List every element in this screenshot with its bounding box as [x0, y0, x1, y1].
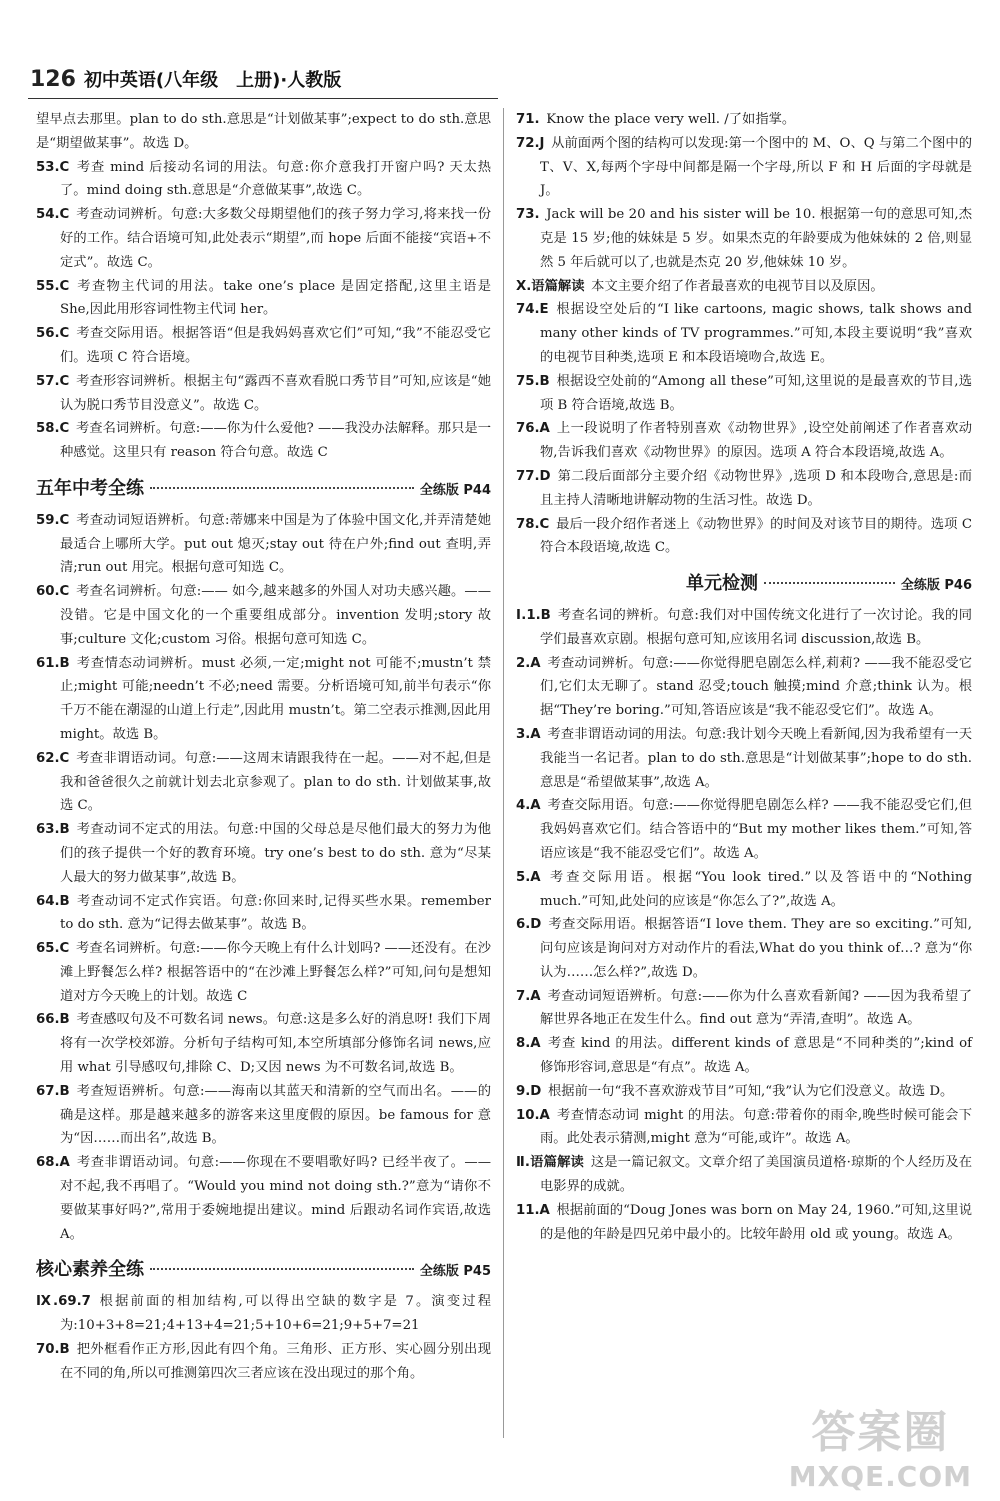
answer-number: 76.A	[516, 421, 550, 437]
answer-item	[516, 203, 972, 274]
answer-item	[36, 203, 491, 274]
page-header	[30, 62, 341, 96]
answer-text: 考查非谓语动词。句意:——这周末请跟我待在一起。——对不起,但是我和爸爸很久之前就计划去北京参观了。plan to do sth. 计划做某事,故选 C。	[60, 750, 491, 814]
answer-item	[36, 937, 491, 1008]
answer-number: 10.A	[516, 1107, 550, 1123]
answer-item	[36, 1151, 491, 1246]
answer-item	[516, 1080, 972, 1104]
answer-text: 考查感叹句及不可数名词 news。句意:这是多么好的消息呀! 我们下周将有一次学校郊游。分析句子结构可知,本空所填部分修饰名词 news,应用 what 引导感叹句,排除 C、D;又因 news 为不可数名词,故选 B。	[60, 1012, 491, 1076]
answer-text: 考查名词辨析。句意:——你为什么爱他? ——我没办法解释。那只是一种感觉。这里只有 reason 符合句意。故选 C	[60, 421, 491, 461]
answer-number: 63.B	[36, 822, 70, 838]
answer-item	[516, 1032, 972, 1080]
answer-text: 考查动词短语辨析。句意:——你为什么喜欢看新闻? ——因为我希望了解世界各地正在发生什么。find out 意为“弄清,查明”。故选 A。	[540, 988, 972, 1028]
section-ref: 全练版 P44	[419, 482, 491, 498]
answer-item	[516, 1151, 972, 1199]
answer-item	[36, 652, 491, 747]
watermark-logo	[789, 1396, 972, 1493]
answer-number: 64.B	[36, 893, 70, 909]
answer-number: 70.B	[36, 1341, 70, 1357]
answer-text: 考查动词不定式作宾语。句意:你回来时,记得买些水果。remember to do sth. 意为“记得去做某事”。故选 B。	[60, 893, 491, 933]
answer-text: 考查名词辨析。句意:——你今天晚上有什么计划吗? ——还没有。在沙滩上野餐怎么样? 根据答语中的“在沙滩上野餐怎么样?”可知,问句是想知道对方今天晚上的计划。故选 C	[60, 941, 491, 1004]
answer-number: 56.C	[36, 326, 70, 342]
answer-text: 考查 mind 后接动名词的用法。句意:你介意我打开窗户吗? 天太热了。mind doing sth.意思是“介意做某事”,故选 C。	[60, 159, 491, 199]
answer-number: 73.	[516, 207, 540, 223]
page-number: 126	[30, 66, 76, 92]
right-items-b	[516, 604, 972, 1247]
answer-number: 72.J	[516, 135, 545, 151]
answer-number: 77.D	[516, 468, 551, 484]
answer-number: 58.C	[36, 421, 70, 437]
answer-number: 62.C	[36, 750, 70, 766]
left-column	[36, 108, 491, 1385]
answer-text: 考查名词的辨析。句意:我们对中国传统文化进行了一次讨论。我的同学们最喜欢京剧。根据句意可知,应该用名词 discussion,故选 B。	[540, 607, 972, 647]
section-title: 核心素养全练	[36, 1259, 144, 1281]
answer-item	[36, 275, 491, 323]
right-column	[516, 108, 972, 1246]
answer-item	[516, 604, 972, 652]
left-items-c	[36, 1290, 491, 1385]
answer-text: 这是一篇记叙文。文章介绍了美国演员道格·琼斯的个人经历及在电影界的成就。	[540, 1155, 972, 1195]
answer-text: 考查非谓语动词。句意:——你现在不要唱歌好吗? 已经半夜了。——对不起,我不再唱了。“Would you mind not doing sth.?”意为“请你不要做某事好吗?”,常用于委婉地提出建议。mind 后跟动名词作宾语,故选 A。	[60, 1155, 491, 1242]
answer-continuation: 望早点去那里。plan to do sth.意思是“计划做某事”;expect to do sth.意思是“期望做某事”。故选 D。	[36, 112, 491, 151]
answer-number: 9.D	[516, 1083, 542, 1099]
answer-item	[516, 1199, 972, 1247]
answer-item	[516, 985, 972, 1033]
answer-text: 本文主要介绍了作者最喜欢的电视节目以及原因。	[591, 278, 884, 294]
answer-text: 考查交际用语。根据“You look tired.”以及答语中的“Nothing much.”可知,此处问的应该是“你怎么了?”,故选 A。	[540, 869, 972, 909]
leader-dots	[764, 582, 895, 584]
answer-number: 54.C	[36, 207, 70, 223]
answer-text: 考查形容词辨析。根据主句“露西不喜欢看脱口秀节目”可知,应该是“她认为脱口秀节目没意义”。故选 C。	[60, 373, 491, 413]
answer-item	[516, 723, 972, 794]
watermark-url: MXQE.COM	[788, 1460, 972, 1493]
answer-number: 61.B	[36, 655, 70, 671]
answer-number: Ⅱ.语篇解读	[516, 1155, 584, 1171]
answer-text: 考查物主代词的用法。take one’s place 是固定搭配,这里主语是 She,因此用形容词性物主代词 her。	[60, 278, 491, 318]
answer-text: 考查名词辨析。句意:—— 如今,越来越多的外国人对功夫感兴趣。—— 没错。它是中国文化的一个重要组成部分。invention 发明;story 故事;culture 文化;custom 习俗。根据句意可知选 C。	[60, 584, 491, 647]
answer-item	[516, 132, 972, 203]
answer-item	[516, 370, 972, 418]
answer-text: 第二段后面部分主要介绍《动物世界》,选项 D 和本段吻合,意思是:而且主持人清晰地讲解动物的生活习性。故选 D。	[540, 468, 972, 508]
section-title: 五年中考全练	[36, 477, 144, 499]
answer-item	[516, 1104, 972, 1152]
answer-number: 67.B	[36, 1083, 70, 1099]
answer-text: 根据前一句“我不喜欢游戏节目”可知,“我”认为它们没意义。故选 D。	[548, 1083, 954, 1099]
answer-number: 7.A	[516, 988, 541, 1004]
answer-text: 考查交际用语。句意:——你觉得肥皂剧怎么样? ——我不能忍受它们,但我妈妈喜欢它们。结合答语中的“But my mother likes them.”可知,答语应该是“我不能忍受它们”。故选 A。	[540, 798, 972, 861]
answer-number: 5.A	[516, 869, 541, 885]
section-heading-five-year	[36, 477, 491, 503]
answer-item	[36, 322, 491, 370]
answer-item	[36, 509, 491, 580]
section-heading-core	[36, 1258, 491, 1284]
answer-item	[36, 417, 491, 465]
section-ref: 全练版 P46	[900, 578, 972, 594]
answer-number: 75.B	[516, 373, 550, 389]
answer-number: 71.	[516, 112, 540, 127]
answer-number: Ⅸ.69.7	[36, 1294, 91, 1310]
answer-item	[516, 913, 972, 984]
answer-item	[516, 866, 972, 914]
answer-number: 8.A	[516, 1036, 541, 1052]
answer-number: 53.C	[36, 159, 70, 175]
section-title: 单元检测	[686, 573, 758, 595]
answer-number: 68.A	[36, 1155, 70, 1171]
answer-item	[516, 275, 972, 299]
answer-text: 考查短语辨析。句意:——海南以其蓝天和清新的空气而出名。——的确是这样。那是越来越多的游客来这里度假的原因。be famous for 意为“因……而出名”,故选 B。	[60, 1083, 491, 1147]
answer-number: 4.A	[516, 798, 541, 814]
watermark-text: 答案圈	[811, 1407, 950, 1458]
answer-text: 考查 kind 的用法。different kinds of 意思是“不同种类的”;kind of 修饰形容词,意思是“有点”。故选 A。	[540, 1036, 972, 1076]
answer-text: 考查非谓语动词的用法。句意:我计划今天晚上看新闻,因为我希望有一天我能当一名记者。plan to do sth.意思是“计划做某事”;hope to do sth.意思是“希望做某事”,故选 A。	[540, 726, 972, 790]
answer-item	[516, 465, 972, 513]
answer-number: 60.C	[36, 584, 70, 600]
answer-text: Know the place very well. /了如指掌。	[546, 112, 796, 127]
answer-text: 考查情态动词辨析。must 必须,一定;might not 可能不;mustn’t 禁止;might 可能;needn’t 不必;need 需要。分析语境可知,前半句表示“你千万不能在潮湿的山道上行走”,因此用 mustn’t。第二空表示推测,因此用 might。故选 B。	[60, 655, 491, 742]
answer-number: 66.B	[36, 1012, 70, 1028]
answer-item	[516, 417, 972, 465]
answer-item	[36, 1008, 491, 1079]
answer-text: 考查情态动词 might 的用法。句意:带着你的雨伞,晚些时候可能会下雨。此处表示猜测,might 意为“可能,或许”。故选 A。	[540, 1107, 972, 1147]
answer-text: 考查交际用语。根据答语“I love them. They are so exciting.”可知,问句应该是询问对方对动作片的看法,What do you think of…? 意为“你认为……怎么样?”,故选 D。	[540, 917, 972, 980]
answer-item	[36, 580, 491, 651]
answer-text: 根据前面的“Doug Jones was born on May 24, 1960.”可知,这里说的是他的年龄是四兄弟中最小的。比较年龄用 old 或 young。故选 A。	[540, 1202, 972, 1242]
answer-number: 3.A	[516, 726, 541, 742]
answer-item	[516, 652, 972, 723]
answer-text: 根据前面的相加结构,可以得出空缺的数字是 7。演变过程为:10+3+8=21;4+13+4=21;5+10+6=21;9+5+7=21	[60, 1294, 491, 1334]
section-ref: 全练版 P45	[419, 1264, 491, 1280]
answer-item	[36, 1338, 491, 1386]
answer-item	[36, 747, 491, 818]
answer-item	[516, 513, 972, 561]
answer-number: 74.E	[516, 302, 549, 318]
left-items-a	[36, 156, 491, 465]
answer-number: 2.A	[516, 655, 541, 671]
left-items-b	[36, 509, 491, 1247]
column-divider	[503, 108, 504, 1438]
answer-number: 6.D	[516, 917, 542, 933]
answer-text: 根据设空处前的“Among all these”可知,这里说的是最喜欢的节目,选项 B 符合语境,故选 B。	[540, 373, 972, 413]
answer-number: 65.C	[36, 941, 70, 957]
leader-dots	[150, 487, 414, 489]
answer-item	[36, 1290, 491, 1338]
answer-text: 上一段说明了作者特别喜欢《动物世界》,设空处前阐述了作者喜欢动物,告诉我们喜欢《动物世界》的原因。选项 A 符合本段语境,故选 A。	[540, 421, 972, 461]
header-rule	[28, 98, 498, 99]
answer-text: 从前面两个图的结构可以发现:第一个图中的 M、O、Q 与第二个图中的 T、V、X,每两个字母中间都是隔一个字母,所以 F 和 H 后面的字母就是 J。	[540, 135, 972, 199]
answer-text: 考查动词短语辨析。句意:蒂娜来中国是为了体验中国文化,并弄清楚她最适合上哪所大学。put out 熄灭;stay out 待在户外;find out 查明,弄清;run out 用完。根据句意可知选 C。	[60, 512, 491, 576]
book-title: 初中英语(八年级 上册)·人教版	[83, 70, 342, 91]
answer-number: 55.C	[36, 278, 70, 294]
answer-text: 考查动词辨析。句意:大多数父母期望他们的孩子努力学习,将来找一份好的工作。结合语境可知,此处表示“期望”,而 hope 后面不能接“宾语+不定式”。故选 C。	[60, 207, 491, 270]
answer-item	[516, 108, 972, 132]
answer-text: 考查动词不定式的用法。句意:中国的父母总是尽他们最大的努力为他们的孩子提供一个好的教育环境。try one’s best to do sth. 意为“尽某人最大的努力做某事”,故选 B。	[60, 822, 491, 885]
answer-text: Jack will be 20 and his sister will be 10. 根据第一句的意思可知,杰克是 15 岁;他的妹妹是 5 岁。如果杰克的年龄要成为他妹妹的 2 倍,则显然 5 年后就可以了,也就是杰克 20 岁,他妹妹 10 岁。	[540, 207, 972, 270]
answer-number: 11.A	[516, 1202, 550, 1218]
answer-item	[36, 156, 491, 204]
answer-text: 把外框看作正方形,因此有四个角。三角形、正方形、实心圆分别出现在不同的角,所以可推测第四次三者应该在没出现过的那个角。	[60, 1341, 491, 1381]
answer-number: 78.C	[516, 516, 550, 532]
answer-item	[36, 1080, 491, 1151]
answer-text: 根据设空处后的“I like cartoons, magic shows, talk shows and many other kinds of TV programmes.”可知,本段主要说明“我”喜欢的电视节目种类,选项 E 和本段语境吻合,故选 E。	[540, 302, 972, 365]
leader-dots	[150, 1268, 414, 1270]
answer-text: 最后一段介绍作者迷上《动物世界》的时间及对该节目的期待。选项 C 符合本段语境,故选 C。	[540, 516, 972, 556]
answer-number: 59.C	[36, 512, 70, 528]
answer-text: 考查动词辨析。句意:——你觉得肥皂剧怎么样,莉莉? ——我不能忍受它们,它们太无聊了。stand 忍受;touch 触摸;mind 介意;think 认为。根据“They’re boring.”可知,答语应该是“我不能忍受它们”。故选 A。	[540, 655, 972, 719]
right-items-a	[516, 108, 972, 560]
section-heading-unit-test	[686, 572, 972, 598]
answer-item	[36, 818, 491, 889]
answer-item	[36, 890, 491, 938]
answer-item	[516, 298, 972, 369]
answer-number: Ⅹ.语篇解读	[516, 278, 585, 294]
answer-item	[516, 794, 972, 865]
answer-text: 考查交际用语。根据答语“但是我妈妈喜欢它们”可知,“我”不能忍受它们。选项 C 符合语境。	[60, 326, 491, 365]
answer-number: 57.C	[36, 373, 70, 389]
answer-number: Ⅰ.1.B	[516, 607, 551, 623]
answer-item	[36, 370, 491, 418]
